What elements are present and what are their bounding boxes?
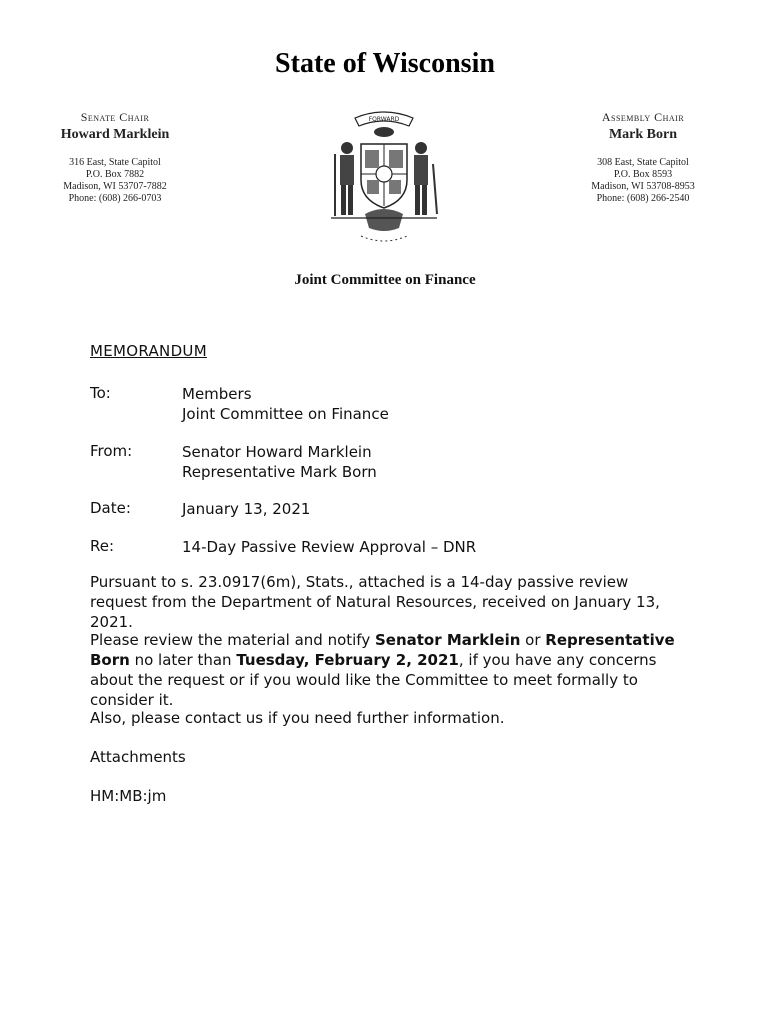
memo-date-value: January 13, 2021 <box>182 500 311 518</box>
senate-chair-address-line3: Madison, WI 53707-7882 <box>63 181 167 192</box>
assembly-chair-address <box>568 157 718 205</box>
letterhead-title: State of Wisconsin <box>275 48 495 79</box>
memo-to-line1: Members <box>182 385 252 403</box>
p2-text-e: no later than <box>129 651 237 669</box>
assembly-chair-address-line1: 308 East, State Capitol <box>597 157 689 168</box>
body-paragraph-3: Also, please contact us if you need further information. <box>90 709 505 727</box>
assembly-chair-address-line2: P.O. Box 8593 <box>613 169 673 180</box>
memo-re-label: Re: <box>90 537 115 555</box>
assembly-chair-phone: Phone: (608) 266-2540 <box>596 193 690 204</box>
p2-representative-name: Representative Born <box>90 631 675 669</box>
committee-name: Joint Committee on Finance <box>294 272 476 288</box>
memo-from-line1: Senator Howard Marklein <box>182 443 372 461</box>
memo-date-label: Date: <box>90 499 131 517</box>
memo-heading: MEMORANDUM <box>90 342 207 360</box>
senate-chair-address <box>40 157 190 205</box>
memo-from-value <box>182 442 602 482</box>
p2-senator-name: Senator Marklein <box>374 631 521 649</box>
memo-to-label: To: <box>90 384 111 402</box>
assembly-chair-name: Mark Born <box>608 127 678 142</box>
senate-chair-role: Senate Chair <box>80 110 150 124</box>
memo-to-value <box>182 384 602 424</box>
senate-chair-phone: Phone: (608) 266-0703 <box>68 193 162 204</box>
memo-re-value: 14-Day Passive Review Approval – DNR <box>182 538 477 556</box>
memo-from-line2: Representative Mark Born <box>182 463 377 481</box>
senate-chair-address-line1: 316 East, State Capitol <box>69 157 161 168</box>
assembly-chair-block <box>568 110 718 205</box>
senate-chair-name: Howard Marklein <box>60 127 170 142</box>
assembly-chair-role: Assembly Chair <box>601 110 685 124</box>
initials-line: HM:MB:jm <box>90 787 167 805</box>
attachments-note: Attachments <box>90 748 186 766</box>
body-paragraph-2 <box>90 630 680 710</box>
state-seal-icon <box>325 104 443 244</box>
memo-from-label: From: <box>90 442 133 460</box>
senate-chair-block <box>40 110 190 205</box>
senate-chair-address-line2: P.O. Box 7882 <box>85 169 145 180</box>
memo-to-line2: Joint Committee on Finance <box>182 405 389 423</box>
body-paragraph-1: Pursuant to s. 23.0917(6m), Stats., attached is a 14-day passive review request from the Department of Natural Resources, received on January 13, 2021. <box>90 573 660 631</box>
p2-text-c: or <box>520 631 546 649</box>
p2-text-a: Please review the material and notify <box>90 631 375 649</box>
p2-text-g: , if you have any concerns about the request or if you would like the Committee to meet formally to consider it. <box>90 651 657 709</box>
seal-banner-text: FORWARD <box>368 116 400 123</box>
p2-deadline-date: Tuesday, February 2, 2021 <box>236 651 459 669</box>
assembly-chair-address-line3: Madison, WI 53708-8953 <box>591 181 695 192</box>
